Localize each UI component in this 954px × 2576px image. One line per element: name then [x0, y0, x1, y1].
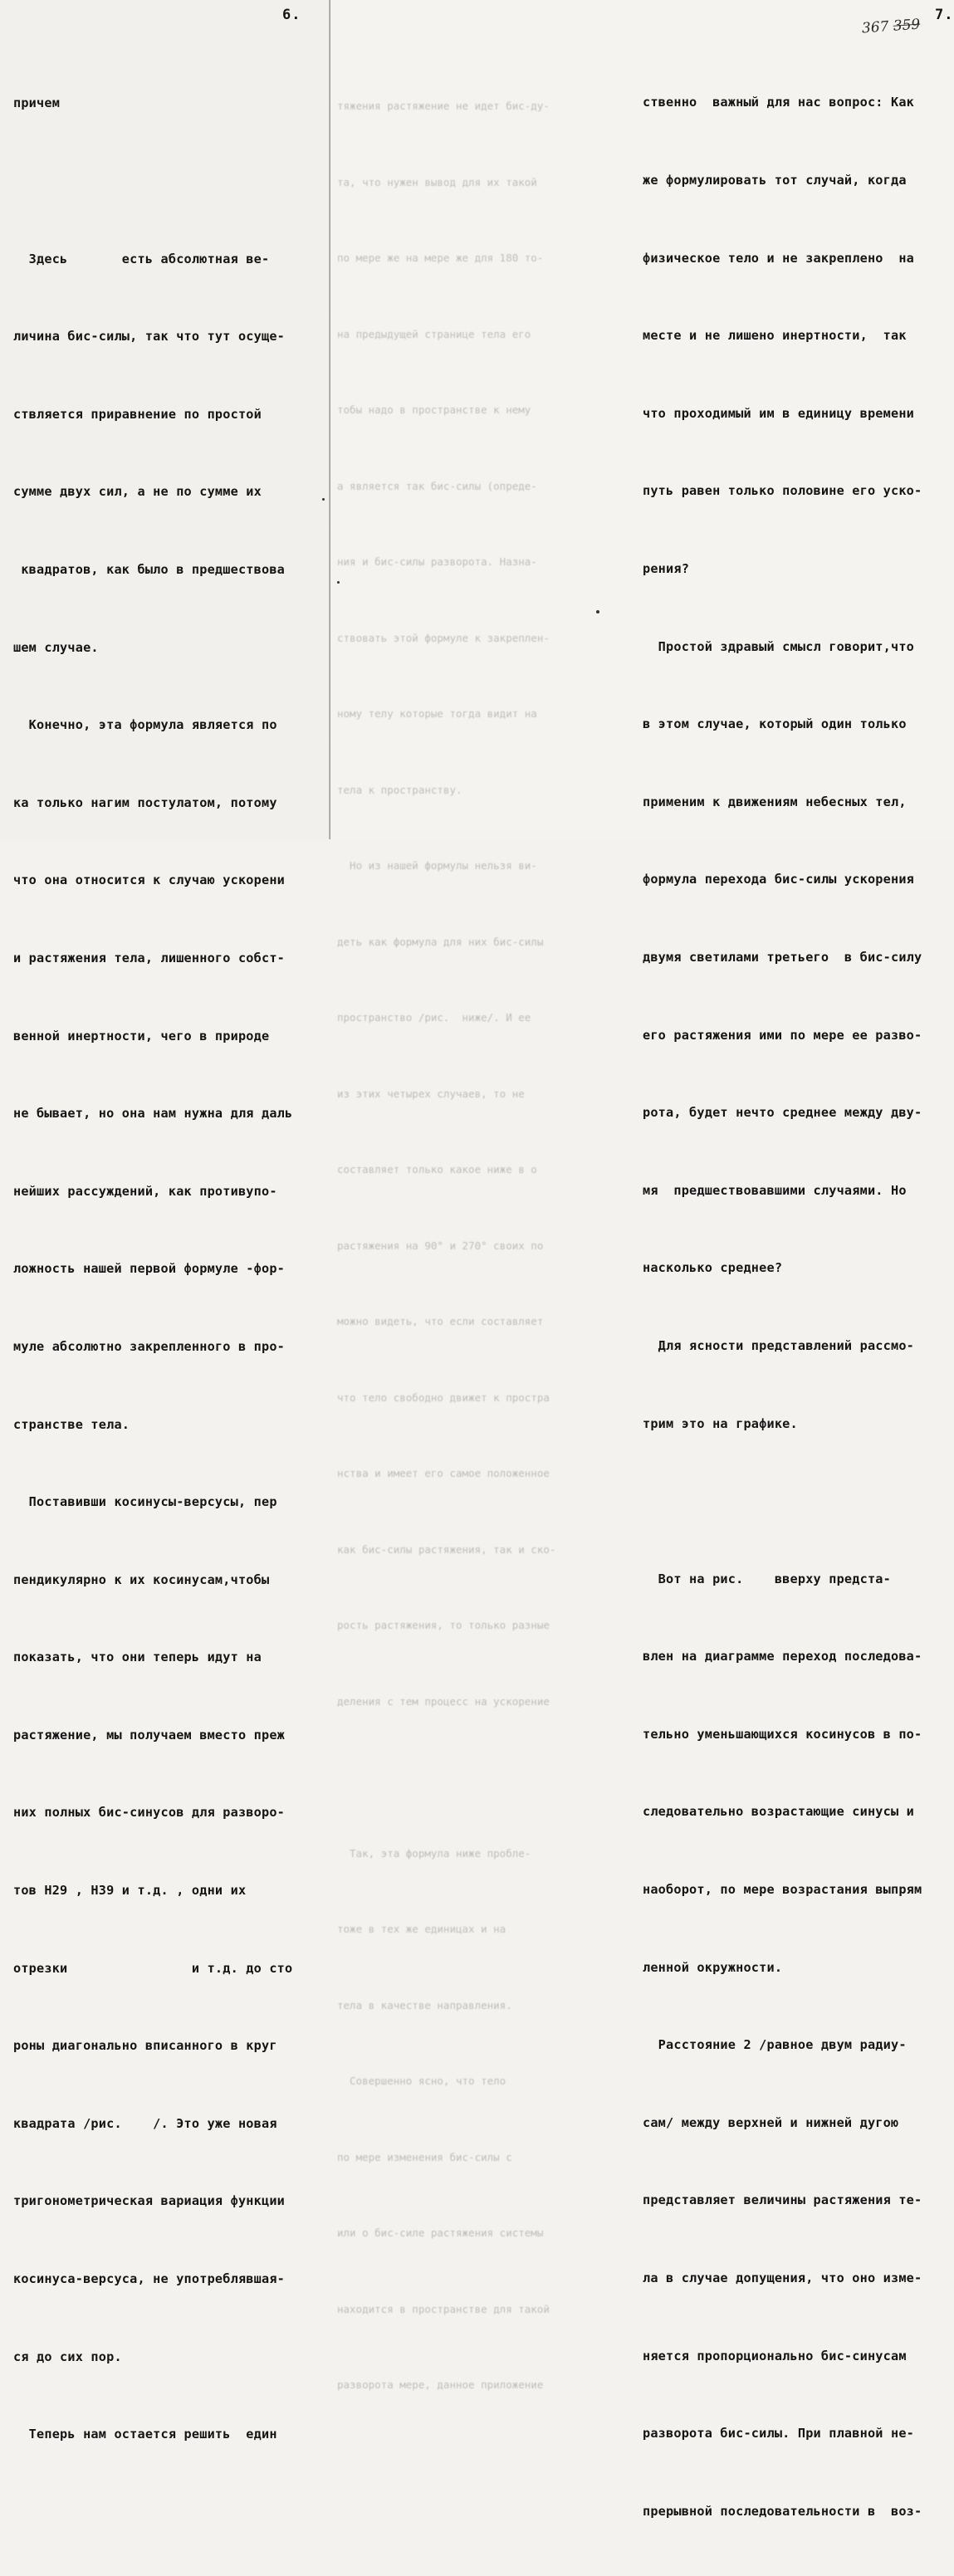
page-number: 7. [935, 7, 954, 23]
text-line: странстве тела. [13, 1416, 130, 1432]
text-line: же формулировать тот случай, когда [643, 173, 907, 188]
text-line: показать, что они теперь идут на [13, 1650, 262, 1665]
text-line: венной инертности, чего в природе [13, 1028, 270, 1044]
bleed-line: тяжения растяжение не идет бис-ду- [337, 100, 550, 112]
text-line: путь равен только половине его уско- [643, 483, 922, 499]
text-line: влен на диаграмме переход последова- [643, 1649, 922, 1664]
handwritten-number: 367 [861, 18, 890, 37]
bleed-line: по мере изменения бис-силы с [337, 2150, 512, 2163]
text-line: квадрата /рис. /. Это уже новая [13, 2115, 277, 2131]
bleed-line: что тело свободно движет к простра [337, 1391, 550, 1404]
text-line: разворота бис-силы. При плавной не- [643, 2426, 915, 2442]
text-line: его растяжения ими по мере ее разво- [643, 1027, 922, 1043]
text-line: тригонометрическая вариация функции [13, 2193, 286, 2209]
text-line: следовательно возрастающие синусы и [643, 1804, 915, 1820]
text-line: ленной окружности. [643, 1959, 783, 1975]
text-line: сам/ между верхней и нижней дугою [643, 2114, 899, 2130]
bleed-line: рость растяжения, то только разные [337, 1619, 550, 1631]
bleed-line: составляет только какое ниже в о [337, 1163, 537, 1176]
right-page-text [643, 38, 950, 2576]
text-line: Поставивши косинусы-версусы, пер [13, 1494, 277, 1510]
left-page-text [13, 39, 327, 2500]
bleed-line: Так, эта формула ниже пробле- [337, 1846, 531, 1860]
bleed-line: находится в пространстве для такой [337, 2302, 550, 2315]
bleed-line: из этих четырех случаев, то не [337, 1087, 525, 1100]
bleed-line: нства и имеет его самое положенное [337, 1467, 550, 1479]
bleed-line: Совершенно ясно, что тело [337, 2075, 506, 2087]
text-line: двумя светилами третьего в бис-силу [643, 949, 922, 965]
text-line: формула перехода бис-силы ускорения [643, 872, 915, 887]
text-line: тов Н29 , Н39 и т.д. , одни их [13, 1883, 247, 1899]
text-line: что проходимый им в единицу времени [643, 405, 915, 421]
bleed-line: Но из нашей формулы нельзя ви- [337, 859, 537, 872]
bleed-line: пространство /рис. ниже/. И ее [337, 1011, 531, 1024]
text-line: личина бис-силы, так что тут осуще- [13, 329, 286, 345]
bleed-line: тела в качестве направления. [337, 1998, 512, 2011]
text-line: тельно уменьшающихся косинусов в по- [643, 1726, 922, 1742]
text-line: мя предшествовавшими случаями. Но [643, 1182, 907, 1198]
text-line: рота, будет нечто среднее между дву- [643, 1105, 922, 1121]
struck-number: 359 [893, 16, 921, 35]
bleed-line: а является так бис-силы (опреде- [337, 479, 537, 492]
text-line: насколько среднее? [643, 1260, 783, 1276]
bleed-line: тобы надо в пространстве к нему [337, 403, 531, 416]
text-line: Конечно, эта формула является по [13, 717, 277, 733]
text-line: отрезки и т.д. до сто [13, 1960, 293, 1976]
text-line: в этом случае, который один только [643, 716, 907, 732]
text-line: Простой здравый смысл говорит,что [643, 638, 915, 654]
bleed-through-text [337, 43, 644, 2449]
text-line: и растяжения тела, лишенного собст- [13, 950, 286, 965]
text-line: физическое тело и не закреплено на [643, 250, 915, 266]
text-line: шем случае. [13, 639, 99, 655]
text-line: Вот на рис. вверху предста- [643, 1571, 891, 1586]
text-line: Для ясности представлений рассмо- [643, 1337, 915, 1353]
bleed-line: как бис-силы растяжения, так и ско- [337, 1542, 556, 1556]
text-line: Теперь нам остается решить един [13, 2427, 277, 2442]
text-line: роны диагонально вписанного в круг [13, 2038, 277, 2054]
text-line: пендикулярно к их косинусам,чтобы [13, 1572, 270, 1587]
bleed-line: та, что нужен вывод для их такой [337, 175, 537, 188]
text-line: сумме двух сил, а не по сумме их [13, 484, 262, 500]
ink-speck [322, 498, 325, 501]
text-line: ложность нашей первой формуле -фор- [13, 1261, 286, 1277]
ink-speck [337, 581, 340, 584]
text-line: применим к движениям небесных тел, [643, 794, 907, 809]
bleed-line: деления с тем процесс на ускорение [337, 1694, 550, 1708]
text-line: причем [13, 95, 61, 111]
bleed-line: ния и бис-силы разворота. Назна- [337, 555, 537, 568]
text-line: трим это на графике. [643, 1415, 798, 1431]
text-line [13, 169, 327, 194]
right-page [330, 0, 954, 2519]
bleed-line: ствовать этой формуле к закреплен- [337, 631, 550, 644]
bleed-line: по мере же на мере же для 180 то- [337, 252, 544, 264]
ink-speck [596, 610, 599, 613]
text-line: прерывной последовательности в воз- [643, 2503, 922, 2519]
text-line: няется пропорционально бис-синусам [643, 2348, 907, 2363]
bleed-line [337, 1765, 644, 1791]
text-line: Здесь есть абсолютная ве- [13, 251, 270, 266]
text-line: рения? [643, 560, 690, 576]
text-line: косинуса-версуса, не употреблявшая- [13, 2271, 286, 2287]
bleed-line: тела к пространству. [337, 783, 462, 796]
text-line: Расстояние 2 /равное двум радиу- [643, 2037, 907, 2053]
bleed-line: деть как формула для них бис-силы [337, 935, 544, 948]
bleed-line: на предыдущей странице тела его [337, 327, 531, 340]
left-page [0, 0, 330, 2442]
text-line: квадратов, как было в предшествова [13, 561, 286, 577]
bleed-line: или о бис-силе растяжения системы [337, 2227, 544, 2239]
text-line: муле абсолютно закрепленного в про- [13, 1338, 286, 1354]
text-line: нейших рассуждений, как противупо- [13, 1183, 277, 1199]
text-line: представляет величины растяжения те- [643, 2192, 922, 2208]
text-line: ка только нагим постулатом, потому [13, 794, 277, 810]
text-line: месте и не лишено инертности, так [643, 328, 907, 344]
text-line: ся до сих пор. [13, 2349, 122, 2364]
handwritten-page-note [861, 17, 921, 37]
text-line [643, 1488, 950, 1514]
bleed-line: растяжения на 90° и 270° своих по [337, 1239, 544, 1252]
text-line: ственно важный для нас вопрос: Как [643, 95, 915, 110]
bleed-line: разворота мере, данное приложение [337, 2378, 544, 2391]
text-line: ла в случае допущения, что оно изме- [643, 2270, 922, 2286]
bleed-line: можно видеть, что если составляет [337, 1315, 544, 1327]
bleed-line: ному телу которые тогда видит на [337, 707, 537, 720]
text-line: них полных бис-синусов для разворо- [13, 1805, 286, 1821]
page-number: 6. [282, 7, 301, 23]
text-line: ствляется приравнение по простой [13, 406, 262, 422]
text-line: что она относится к случаю ускорени [13, 873, 286, 888]
text-line: не бывает, но она нам нужна для даль [13, 1106, 293, 1122]
text-line: растяжение, мы получаем вместо преж [13, 1727, 286, 1743]
text-line: наоборот, по мере возрастания выпрям [643, 1882, 922, 1898]
bleed-line: тоже в тех же единицах и на [337, 1923, 506, 1935]
